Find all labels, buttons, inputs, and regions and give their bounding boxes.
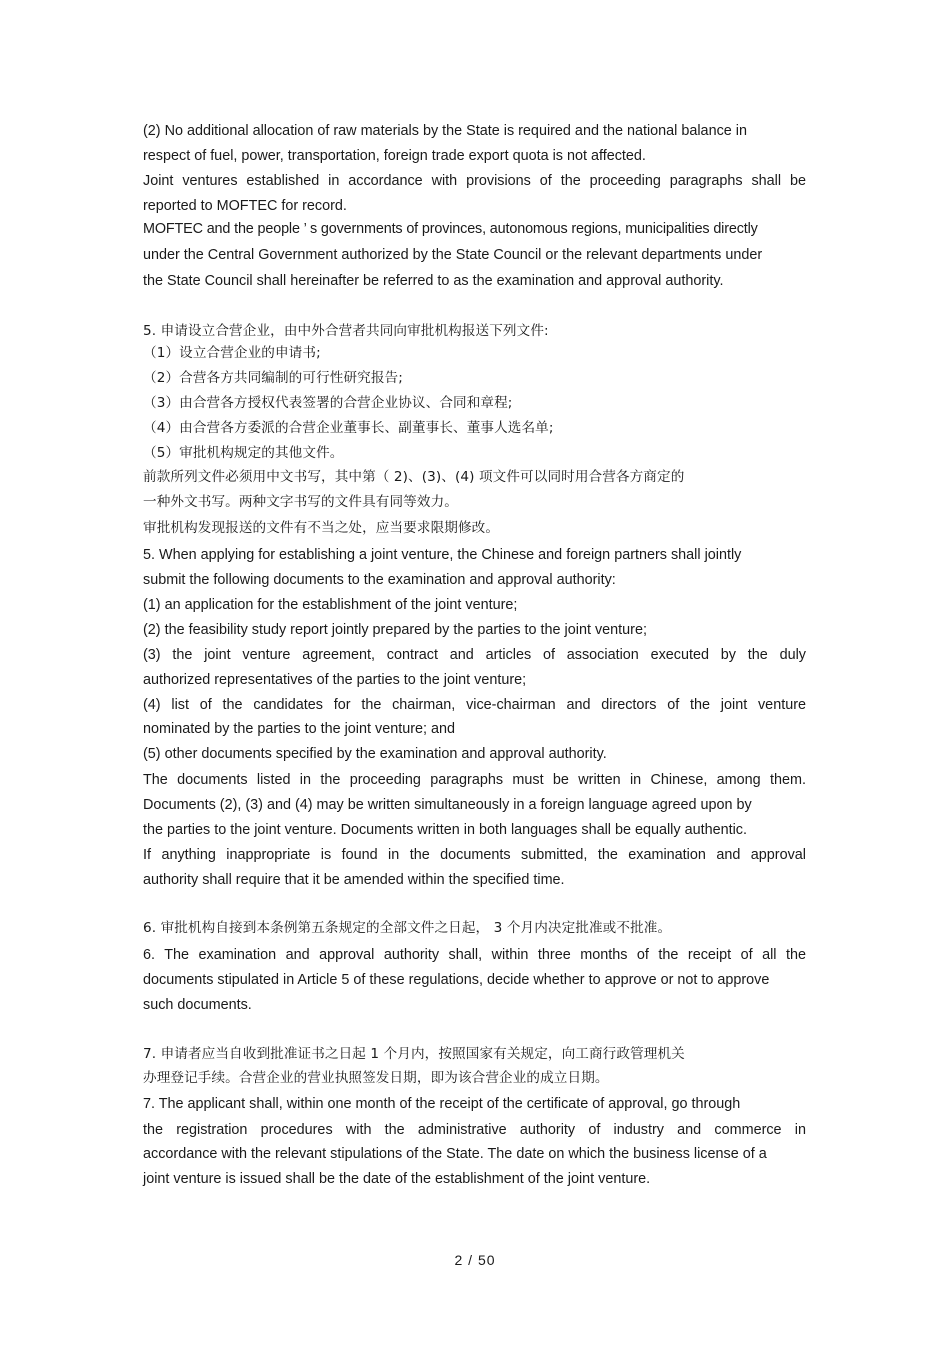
text-line: 6. 审批机构自接到本条例第五条规定的全部文件之日起， 3 个月内决定批准或不批准。 <box>143 920 672 936</box>
text-line: the registration procedures with the administrative authority of industry and commerce in <box>143 1122 806 1138</box>
text-line: MOFTEC and the people ’ s governments of provinces, autonomous regions, municipalities directly <box>143 221 758 237</box>
current-page: 2 <box>454 1252 464 1268</box>
text-line: such documents. <box>143 997 252 1013</box>
text-line: 一种外文书写。两种文字书写的文件具有同等效力。 <box>143 494 458 510</box>
page-number <box>0 1252 950 1268</box>
text-line: 5. When applying for establishing a joint venture, the Chinese and foreign partners shall jointly <box>143 547 742 563</box>
text-line: the parties to the joint venture. Documents written in both languages shall be equally authentic. <box>143 822 747 838</box>
text-line: If anything inappropriate is found in the documents submitted, the examination and approval <box>143 847 806 863</box>
text-line: reported to MOFTEC for record. <box>143 198 347 214</box>
text-line: 审批机构发现报送的文件有不当之处，应当要求限期修改。 <box>143 520 500 536</box>
text-line: （2）合营各方共同编制的可行性研究报告; <box>143 370 403 386</box>
text-line: (5) other documents specified by the examination and approval authority. <box>143 746 607 762</box>
text-line: 7. The applicant shall, within one month of the receipt of the certificate of approval, go through <box>143 1096 741 1112</box>
text-line: the State Council shall hereinafter be referred to as the examination and approval authority. <box>143 273 724 289</box>
text-line: （3）由合营各方授权代表签署的合营企业协议、合同和章程; <box>143 395 513 411</box>
text-line: (4) list of the candidates for the chairman, vice-chairman and directors of the joint venture <box>143 697 806 713</box>
text-line: documents stipulated in Article 5 of these regulations, decide whether to approve or not to approve <box>143 972 770 988</box>
total-pages: 50 <box>477 1252 496 1268</box>
text-line: submit the following documents to the examination and approval authority: <box>143 572 616 588</box>
text-line: （4）由合营各方委派的合营企业董事长、副董事长、董事人选名单; <box>143 420 554 436</box>
text-line: 5. 申请设立合营企业，由中外合营者共同向审批机构报送下列文件: <box>143 323 549 339</box>
text-line: nominated by the parties to the joint venture; and <box>143 721 455 737</box>
text-line: 办理登记手续。合营企业的营业执照签发日期，即为该合营企业的成立日期。 <box>143 1070 609 1086</box>
text-line: respect of fuel, power, transportation, foreign trade export quota is not affected. <box>143 148 646 164</box>
text-line: joint venture is issued shall be the date of the establishment of the joint venture. <box>143 1171 651 1187</box>
text-line: (2) No additional allocation of raw materials by the State is required and the national balance in <box>143 123 747 139</box>
text-line: authority shall require that it be amended within the specified time. <box>143 872 565 888</box>
text-line: （1）设立合营企业的申请书; <box>143 345 321 361</box>
text-line: The documents listed in the proceeding paragraphs must be written in Chinese, among them. <box>143 772 806 788</box>
text-line: 7. 申请者应当自收到批准证书之日起 1 个月内，按照国家有关规定，向工商行政管理机关 <box>143 1046 685 1062</box>
text-line: authorized representatives of the parties to the joint venture; <box>143 672 527 688</box>
page-separator: / <box>468 1252 474 1268</box>
text-line: (3) the joint venture agreement, contract and articles of association executed by the duly <box>143 647 806 663</box>
text-line: under the Central Government authorized by the State Council or the relevant departments under <box>143 247 763 263</box>
text-line: accordance with the relevant stipulations of the State. The date on which the business license of a <box>143 1146 767 1162</box>
text-line: (1) an application for the establishment of the joint venture; <box>143 597 518 613</box>
text-line: Documents (2), (3) and (4) may be written simultaneously in a foreign language agreed upon by <box>143 797 752 813</box>
text-line: （5）审批机构规定的其他文件。 <box>143 445 344 461</box>
text-line: Joint ventures established in accordance with provisions of the proceeding paragraphs shall be <box>143 173 806 189</box>
text-line: (2) the feasibility study report jointly prepared by the parties to the joint venture; <box>143 622 647 638</box>
text-line: 6. The examination and approval authority shall, within three months of the receipt of all the <box>143 947 806 963</box>
text-line: 前款所列文件必须用中文书写，其中第（ 2)、(3)、(4) 项文件可以同时用合营各方商定的 <box>143 469 685 485</box>
